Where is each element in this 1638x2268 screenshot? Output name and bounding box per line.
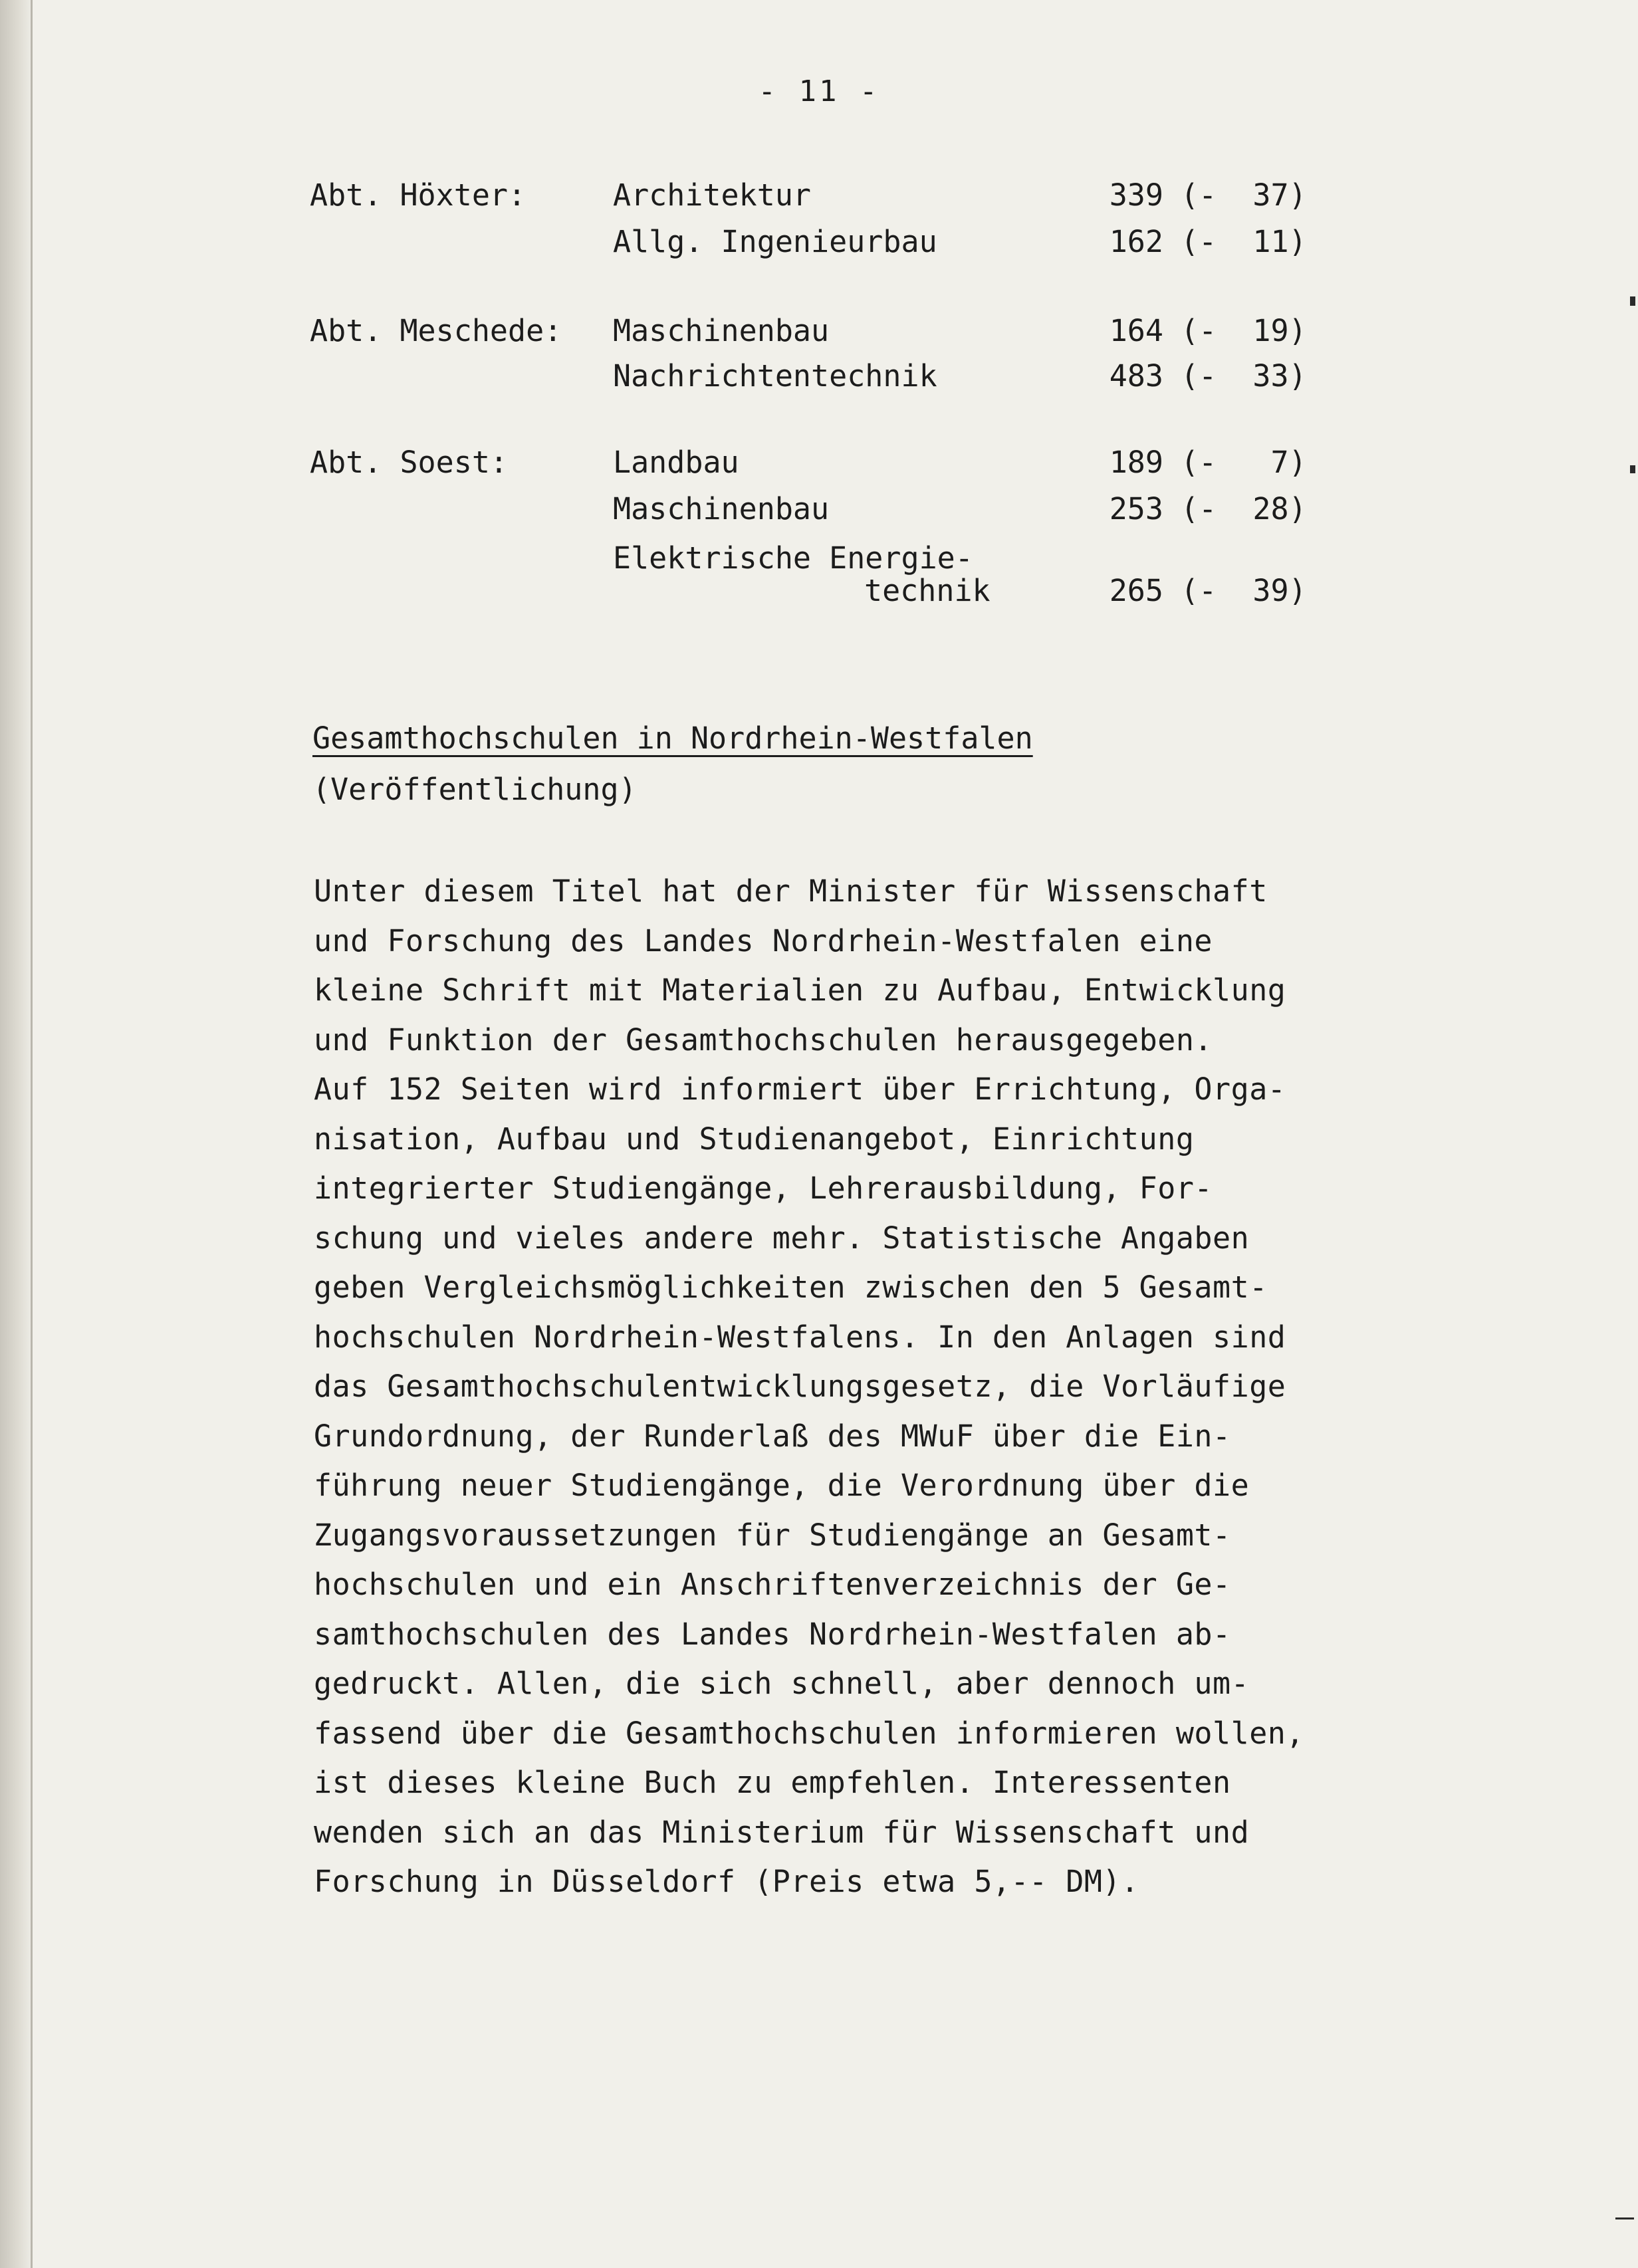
subject: Architektur bbox=[613, 177, 812, 213]
count: 265 bbox=[1109, 573, 1163, 608]
body-paragraph bbox=[314, 867, 1444, 1907]
text-line: kleine Schrift mit Materialien zu Aufbau, Entwicklung bbox=[314, 972, 1286, 1008]
text-line: Zugangsvoraussetzungen für Studiengänge an Gesamt- bbox=[314, 1517, 1231, 1553]
change: (- 7) bbox=[1181, 445, 1307, 480]
text-line: Unter diesem Titel hat der Minister für Wissenschaft bbox=[314, 873, 1268, 909]
text-line: wenden sich an das Ministerium für Wissenschaft und bbox=[314, 1814, 1250, 1850]
binding-edge bbox=[31, 0, 33, 2268]
text-line: fassend über die Gesamthochschulen informieren wollen, bbox=[314, 1715, 1304, 1751]
subject: Allg. Ingenieurbau bbox=[613, 224, 937, 259]
text-line: ist dieses kleine Buch zu empfehlen. Interessenten bbox=[314, 1765, 1231, 1800]
page-number: - 11 - bbox=[758, 74, 880, 108]
change: (- 33) bbox=[1181, 358, 1307, 394]
change: (- 39) bbox=[1181, 573, 1307, 608]
text-line: Grundordnung, der Runderlaß des MWuF über die Ein- bbox=[314, 1418, 1231, 1454]
count: 189 bbox=[1109, 445, 1163, 480]
change: (- 37) bbox=[1181, 177, 1307, 213]
text-line: schung und vieles andere mehr. Statistische Angaben bbox=[314, 1220, 1250, 1256]
subject: Nachrichtentechnik bbox=[613, 358, 937, 394]
change: (- 11) bbox=[1181, 224, 1307, 259]
text-line: integrierter Studiengänge, Lehrerausbildung, For- bbox=[314, 1171, 1213, 1206]
text-line: hochschulen und ein Anschriftenverzeichnis der Ge- bbox=[314, 1567, 1231, 1602]
section-heading: Gesamthochschulen in Nordrhein-Westfalen bbox=[312, 721, 1033, 756]
count: 339 bbox=[1109, 177, 1163, 213]
text-line: hochschulen Nordrhein-Westfalens. In den Anlagen sind bbox=[314, 1319, 1286, 1355]
text-line: und Funktion der Gesamthochschulen herausgegeben. bbox=[314, 1022, 1213, 1058]
text-line: führung neuer Studiengänge, die Verordnung über die bbox=[314, 1468, 1250, 1503]
change: (- 19) bbox=[1181, 313, 1307, 348]
dept-label-hoexter: Abt. Höxter: bbox=[310, 177, 526, 213]
section-subheading: (Veröffentlichung) bbox=[312, 772, 637, 807]
count: 164 bbox=[1109, 313, 1163, 348]
text-line: geben Vergleichsmöglichkeiten zwischen den 5 Gesamt- bbox=[314, 1270, 1268, 1305]
dept-label-soest: Abt. Soest: bbox=[310, 445, 509, 480]
scan-mark bbox=[1615, 2217, 1634, 2219]
count: 483 bbox=[1109, 358, 1163, 394]
subject: Maschinenbau bbox=[613, 491, 830, 526]
text-line: gedruckt. Allen, die sich schnell, aber dennoch um- bbox=[314, 1666, 1250, 1701]
text-line: nisation, Aufbau und Studienangebot, Einrichtung bbox=[314, 1121, 1195, 1157]
text-line: samthochschulen des Landes Nordrhein-Westfalen ab- bbox=[314, 1616, 1231, 1652]
scan-mark bbox=[1630, 296, 1635, 306]
subject: Elektrische Energie- bbox=[613, 540, 973, 576]
change: (- 28) bbox=[1181, 491, 1307, 526]
text-line: und Forschung des Landes Nordrhein-Westfalen eine bbox=[314, 923, 1213, 959]
page-gutter bbox=[0, 0, 31, 2268]
text-line: Forschung in Düsseldorf (Preis etwa 5,-- DM). bbox=[314, 1864, 1139, 1899]
dept-label-meschede: Abt. Meschede: bbox=[310, 313, 562, 348]
scan-mark bbox=[1630, 465, 1635, 473]
text-line: das Gesamthochschulentwicklungsgesetz, die Vorläufige bbox=[314, 1369, 1286, 1404]
count: 253 bbox=[1109, 491, 1163, 526]
count: 162 bbox=[1109, 224, 1163, 259]
subject-continuation: technik bbox=[864, 573, 991, 608]
subject: Landbau bbox=[613, 445, 739, 480]
subject: Maschinenbau bbox=[613, 313, 830, 348]
text-line: Auf 152 Seiten wird informiert über Errichtung, Orga- bbox=[314, 1072, 1286, 1107]
